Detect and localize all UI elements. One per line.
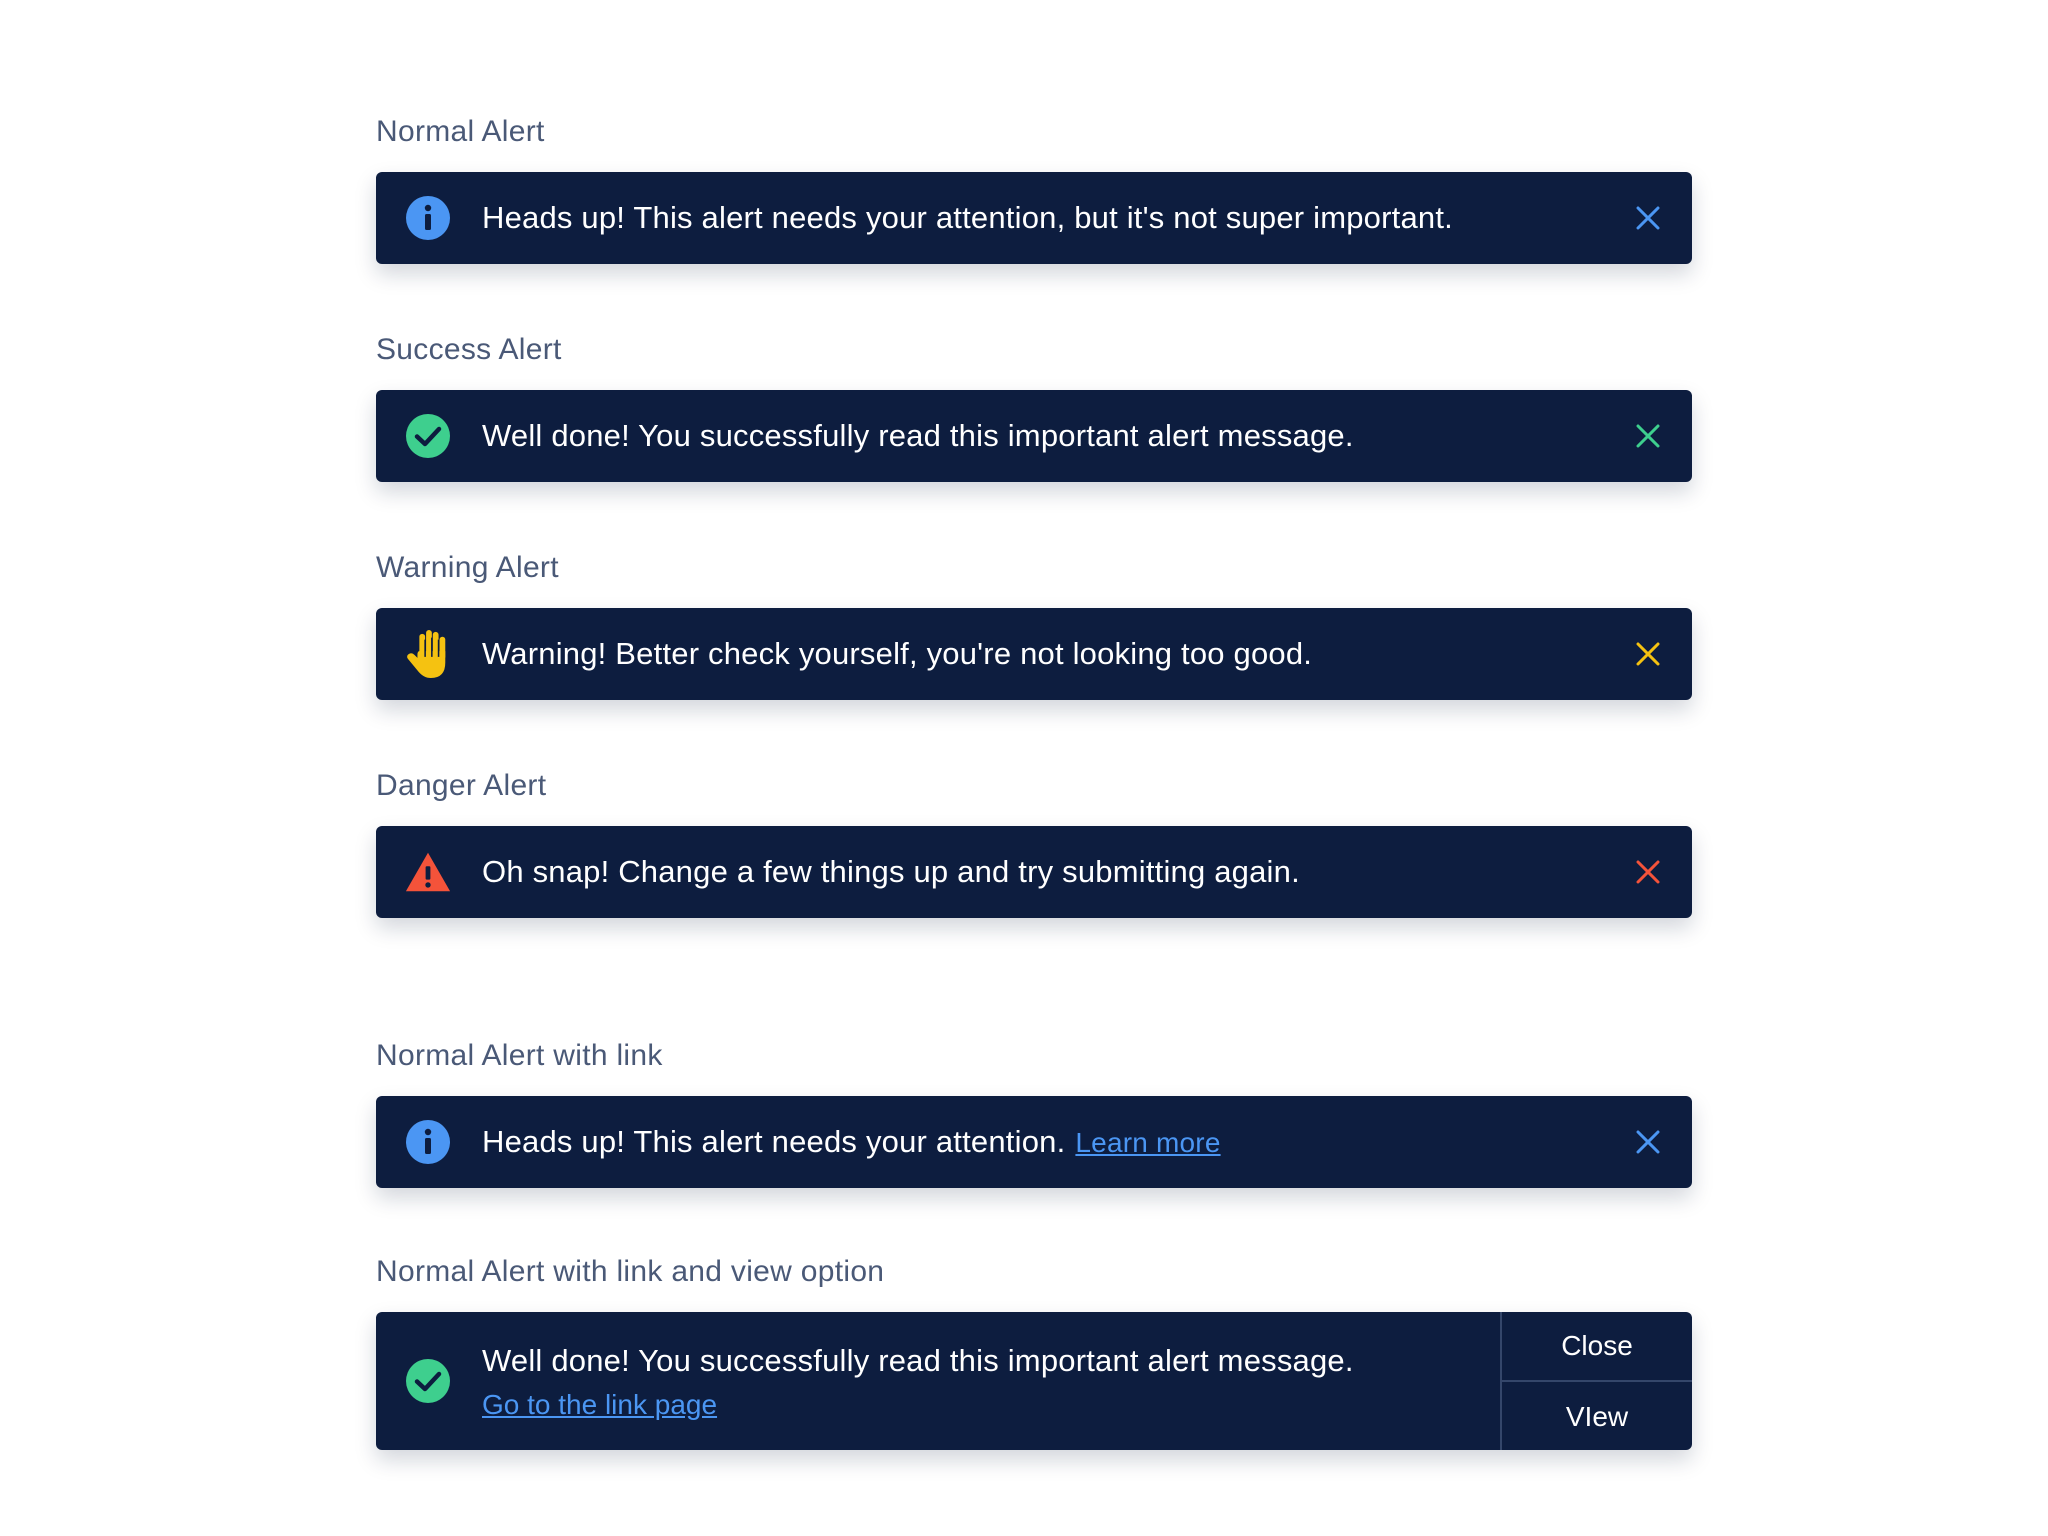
close-icon[interactable] <box>1632 638 1664 670</box>
section-label: Normal Alert with link <box>376 1039 663 1072</box>
alert-message-with-link <box>482 1124 1221 1160</box>
section-label: Normal Alert <box>376 115 545 148</box>
section-label: Normal Alert with link and view option <box>376 1255 885 1288</box>
close-button[interactable]: Close <box>1502 1312 1692 1382</box>
view-button[interactable]: VIew <box>1565 1400 1629 1432</box>
info-link-alert <box>376 1096 1692 1188</box>
learn-more-link[interactable]: Learn more <box>1075 1127 1221 1158</box>
alert-message: Warning! Better check yourself, you're not looking too good. <box>482 636 1313 671</box>
success-alert <box>376 390 1692 482</box>
alert-message: Well done! You successfully read this important alert message. <box>482 418 1354 453</box>
go-to-link-page-link[interactable]: Go to the link page <box>482 1389 718 1420</box>
close-icon[interactable] <box>1632 1126 1664 1158</box>
check-circle-icon <box>404 412 452 460</box>
section-label: Warning Alert <box>376 551 559 584</box>
info-icon <box>404 194 452 242</box>
alert-message: Well done! You successfully read this important alert message. <box>482 1343 1354 1378</box>
danger-alert <box>376 826 1692 918</box>
warning-triangle-icon <box>404 848 452 896</box>
alert-message: Heads up! This alert needs your attention. <box>482 1124 1066 1159</box>
section-label: Danger Alert <box>376 769 547 802</box>
close-icon[interactable] <box>1632 420 1664 452</box>
close-icon[interactable] <box>1632 856 1664 888</box>
success-view-alert <box>376 1312 1692 1450</box>
raised-hand-icon <box>404 630 452 678</box>
section-label: Success Alert <box>376 333 562 366</box>
alert-message: Heads up! This alert needs your attention, but it's not super important. <box>482 200 1453 235</box>
close-icon[interactable] <box>1632 202 1664 234</box>
alert-actions <box>1500 1312 1692 1450</box>
check-circle-icon <box>404 1357 452 1405</box>
alert-message: Oh snap! Change a few things up and try submitting again. <box>482 854 1300 889</box>
info-alert <box>376 172 1692 264</box>
warning-alert <box>376 608 1692 700</box>
info-icon <box>404 1118 452 1166</box>
